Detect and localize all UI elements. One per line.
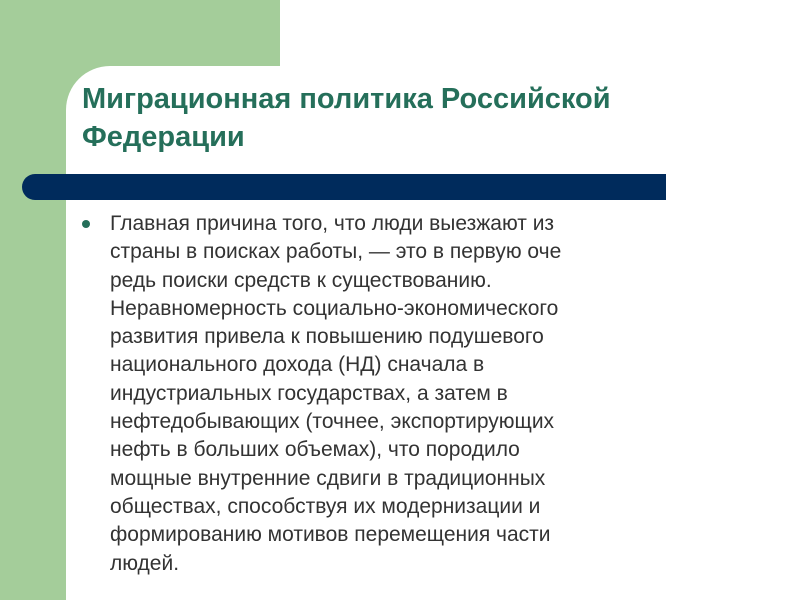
body-line: обществах, способствуя их модернизации и (110, 494, 541, 518)
body-line: нефтедобывающих (точнее, экспортирующих (110, 410, 555, 434)
body-line: развития привела к повышению подушевого (110, 325, 544, 349)
body-paragraph (110, 210, 698, 578)
body-line: мощные внутренние сдвиги в традиционных (110, 466, 546, 490)
body-line: Неравномерность социально-экономического (110, 296, 559, 320)
title-line: Миграционная политика Российской (82, 83, 611, 115)
body-line: редь поиски средств к существованию. (110, 268, 492, 292)
slide-title (82, 80, 782, 156)
body-line: индустриальных государствах, а затем в (110, 381, 508, 405)
body-line: Главная причина того, что люди выезжают из (110, 212, 555, 235)
body-line: страны в поисках работы, — это в первую оче (110, 240, 562, 264)
body-line: людей. (110, 551, 180, 575)
title-line: Федерации (82, 121, 245, 153)
body-line: нефть в больших объемах), что породило (110, 438, 520, 462)
bullet-icon (82, 220, 90, 228)
title-divider-bar (22, 174, 666, 200)
body-line: национального дохода (НД) сначала в (110, 353, 485, 377)
body-line: формированию мотивов перемещения части (110, 523, 551, 547)
